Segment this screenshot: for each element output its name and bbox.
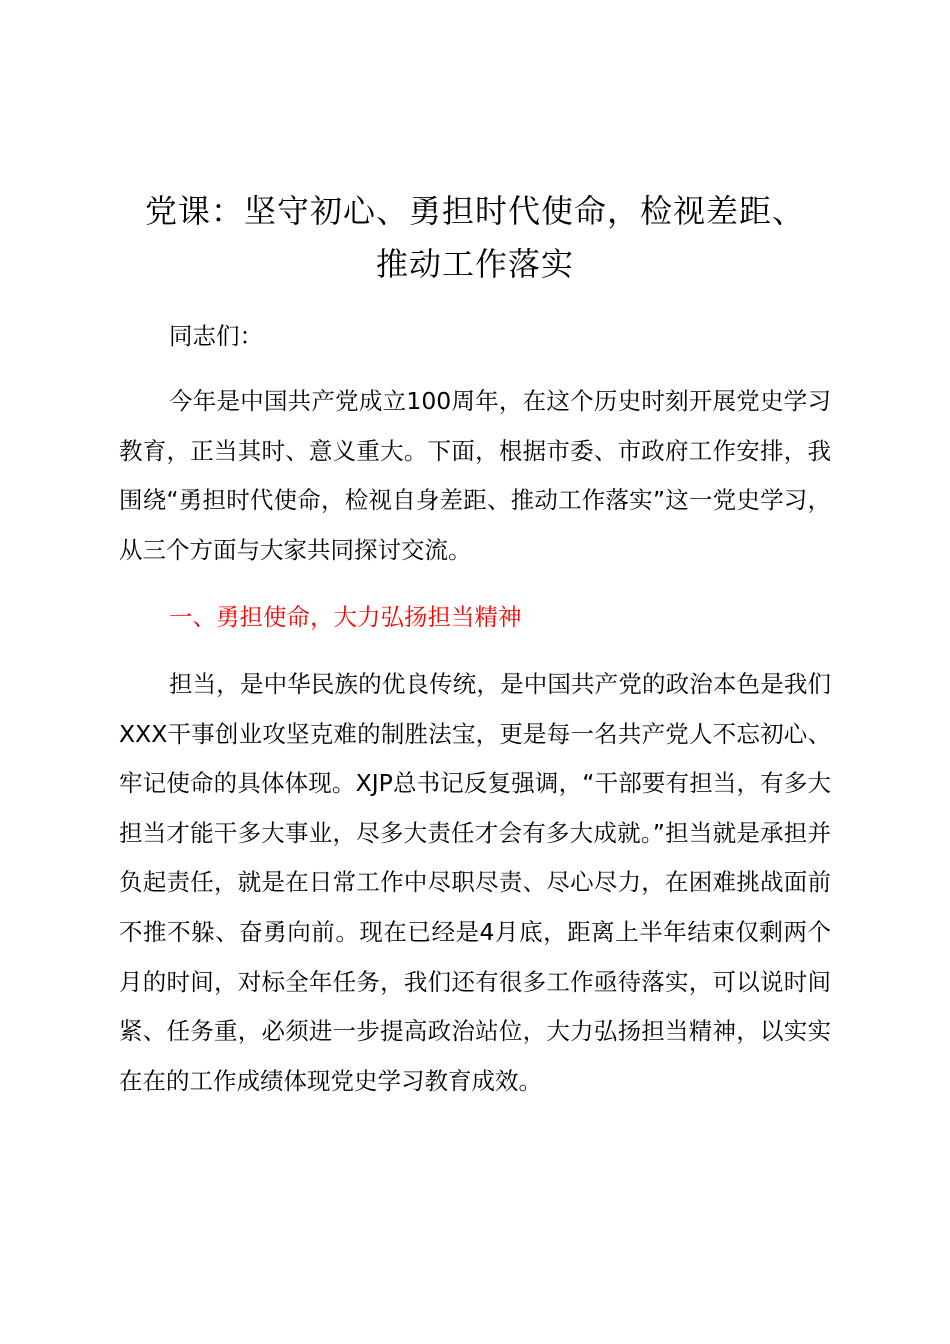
paragraph-section-1: 担当，是中华民族的优良传统，是中国共产党的政治本色是我们XXX干事创业攻坚克难的制胜法宝，更是每一名共产党人不忘初心、牢记使命的具体体现。XJP总书记反复强调，“干部要有担当，有多大担当才能干多大事业，尽多大责任才会有多大成就。”担当就是承担并负起责任，就是在日常工作中尽职尽责、尽心尽力，在困难挑战面前不推不躲、奋勇向前。现在已经是4月底，距离上半年结束仅剩两个月的时间，对标全年任务，我们还有很多工作亟待落实，可以说时间紧、任务重，必须进一步提高政治站位，大力弘扬担当精神，以实实在在的工作成绩体现党史学习教育成效。 xyxy=(119,670,831,1095)
document-title-line-2: 推动工作落实 xyxy=(375,245,574,283)
paragraph-intro: 今年是中国共产党成立100周年，在这个历史时刻开展党史学习教育，正当其时、意义重大。下面，根据市委、市政府工作安排，我围绕“勇担时代使命，检视自身差距、推动工作落实”这一党史学习，从三个方面与大家共同探讨交流。 xyxy=(119,387,831,564)
salutation: 同志们： xyxy=(169,322,263,350)
section-heading-1: 一、勇担使命，大力弘扬担当精神 xyxy=(169,603,522,631)
document-title-line-1: 党课：坚守初心、勇担时代使命，检视差距、 xyxy=(144,192,805,230)
